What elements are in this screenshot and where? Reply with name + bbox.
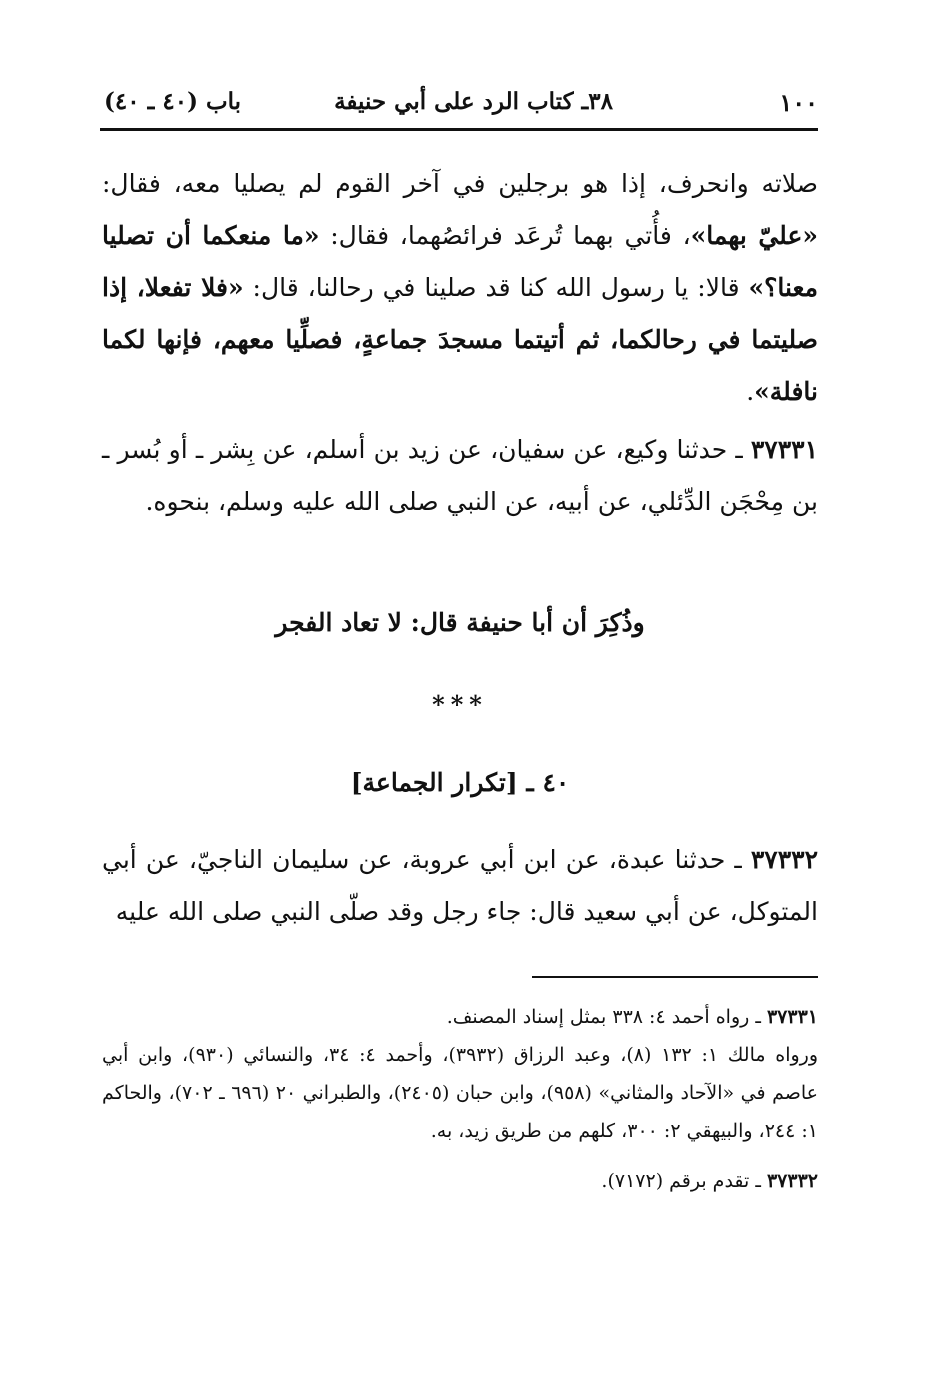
hadith-number: ٣٧٣٣٢	[750, 845, 818, 874]
text-span: قالا: يا رسول الله كنا قد صلينا في رحالنا، قال:	[243, 273, 749, 302]
hadith-number: ٣٧٣٣١	[750, 435, 818, 464]
hadith-37331	[102, 424, 818, 528]
paragraph-continuation	[102, 158, 818, 418]
quote-bold: «ما منعكما أن تصليا معنا؟»	[102, 221, 818, 302]
footnote-line: ورواه مالك ١: ١٣٢ (٨)، وعبد الرزاق (٣٩٣٢)، وأحمد ٤: ٣٤، والنسائي (٩٣٠)، وابن أبي عاصم في «الآحاد والمثاني» (٩٥٨)، وابن حبان (٢٤٠٥)، والطبراني ٢٠ (٦٩٦ ـ ٧٠٢)، والحاكم ١: ٢٤٤، والبيهقي ٢: ٣٠٠، كلهم من طريق زيد، به.	[102, 1044, 819, 1142]
book-title: ٣٨ـ كتاب الرد على أبي حنيفة	[334, 88, 613, 115]
footnote-rule	[532, 976, 818, 978]
page-header	[100, 84, 818, 130]
footnote-line	[102, 1162, 818, 1200]
page-number: ١٠٠	[779, 88, 818, 117]
text-span: .	[746, 377, 755, 406]
chapter-range: باب (٤٠ ـ ٤٠)	[104, 88, 242, 115]
text-span: صلاته وانحرف، إذا هو برجلين في آخر القوم لم يصليا معه، فقال:	[102, 169, 818, 198]
footnote-37331	[102, 998, 818, 1150]
footnote-37332	[102, 1162, 818, 1200]
quote-bold: «عليّ بهما»	[690, 221, 818, 250]
footnote-text: ـ رواه أحمد ٤: ٣٣٨ بمثل إسناد المصنف.	[446, 1006, 767, 1028]
footnote-number: ٣٧٣٣١	[766, 1006, 818, 1028]
footnotes	[102, 998, 818, 1212]
hadith-text: ـ حدثنا عبدة، عن ابن أبي عروبة، عن سليمان الناجيّ، عن أبي المتوكل، عن أبي سعيد قال: جاء رجل وقد صلّى النبي صلى الله عليه	[102, 845, 818, 926]
separator-stars: ***	[432, 690, 488, 719]
header-rule	[100, 128, 818, 131]
section-heading: ٤٠ ـ [تكرار الجماعة]	[350, 768, 570, 797]
text-span: ، فأُتي بهما تُرعَد فرائصُهما، فقال:	[319, 221, 691, 250]
hadith-37332	[102, 834, 818, 938]
note-heading: وذُكِرَ أن أبا حنيفة قال: لا تعاد الفجر	[275, 608, 645, 637]
footnote-line	[102, 998, 818, 1036]
footnote-text: ـ تقدم برقم (٧١٧٢).	[601, 1170, 767, 1192]
footnote-number: ٣٧٣٣٢	[766, 1170, 818, 1192]
quote-bold: «فلا تفعلا، إذا صليتما في رحالكما، ثم أتيتما مسجدَ جماعةٍ، فصلِّيا معهم، فإنها لكما نافلة»	[102, 273, 818, 406]
hadith-text: ـ حدثنا وكيع، عن سفيان، عن زيد بن أسلم، عن بِشر ـ أو بُسر ـ بن مِحْجَن الدِّئلي، عن أبيه، عن النبي صلى الله عليه وسلم، بنحوه.	[102, 435, 818, 516]
